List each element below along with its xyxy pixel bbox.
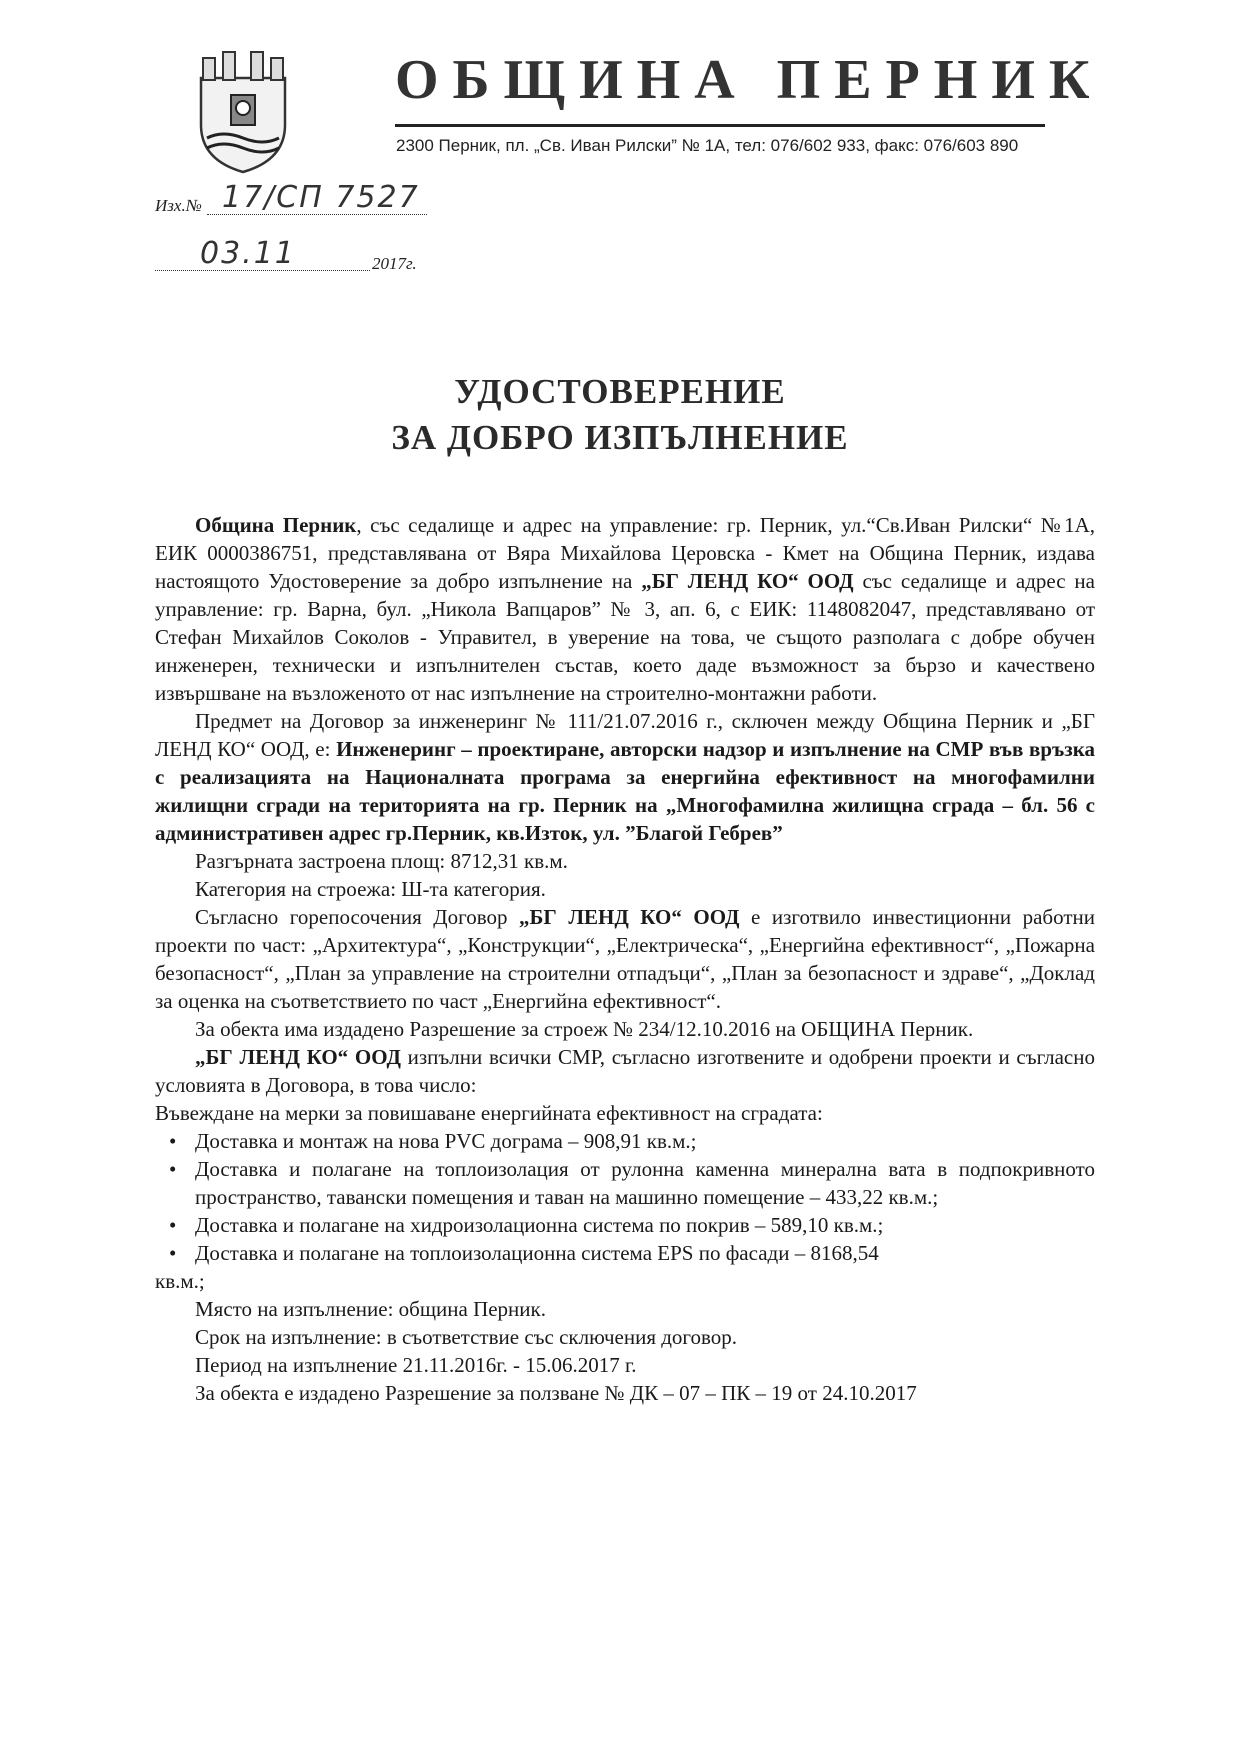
bullet-icon: • [169,1157,177,1181]
list-item-text: Доставка и монтаж на нова PVC дограма – 908,91 кв.м.; [195,1129,697,1153]
reference-date-handwritten: 03.11 [200,236,296,271]
organization-title: ОБЩИНА ПЕРНИК [395,49,1104,111]
header-divider [395,124,1045,127]
reference-number-handwritten: 17/СП 7527 [222,180,420,215]
paragraph-period: Период на изпълнение 21.11.2016г. - 15.06.2017 г. [195,1353,637,1377]
paragraph-certifier [155,511,1095,707]
paragraph-measures: Въвеждане на мерки за повишаване енергийната ефективност на сградата: [155,1101,823,1125]
paragraph-text: е изготвило инвестиционни работни проекти по част: „Архитектура“, „Конструкции“, „Електрическа“, „Енергийна ефективност“, „Пожарна безопасност“, „План за управление на строителни отпадъци“, „План за безопасност и здраве“, „Доклад за оценка на съответствието по част „Енергийна ефективност“. [155,905,1095,1013]
company-name: „БГ ЛЕНД КО“ ООД [641,569,854,593]
paragraph-category: Категория на строежа: Ш-та категория. [195,877,546,901]
company-name: „БГ ЛЕНД КО“ ООД [195,1045,401,1069]
paragraph-term: Срок на изпълнение: в съответствие със сключения договор. [195,1325,738,1349]
list-item [155,1127,1095,1155]
organization-address: 2300 Перник, пл. „Св. Иван Рилски” № 1А, тел: 076/602 933, факс: 076/603 890 [396,136,1019,155]
paragraph-text: Предмет на Договор за инженеринг № 111/21.07.2016 г., сключен между Община Перник и „БГ ЛЕНД КО“ ООД, е: [155,709,1095,761]
paragraph-building-permit: За обекта има издадено Разрешение за строеж № 234/12.10.2016 на ОБЩИНА Перник. [195,1017,974,1041]
paragraph-contract-subject [155,707,1095,847]
paragraph-text: , със седалище и адрес на управление: гр. Перник, ул.“Св.Иван Рилски“ №1А, ЕИК 0000386751, представлявана от Вяра Михайлова Церовска - Кмет на Община Перник, издава настоящото Удостоверение за добро изпълнение на [155,513,1095,593]
document-body [155,511,1095,1407]
bullet-icon: • [169,1129,177,1153]
list-item [155,1239,1095,1267]
municipal-crest [193,50,293,175]
list-item-text: Доставка и полагане на хидроизолационна система по покрив – 589,10 кв.м.; [195,1213,884,1237]
document-title-line1: УДОСТОВЕРЕНИЕ [454,372,786,411]
company-name: „БГ ЛЕНД КО“ ООД [519,905,740,929]
paragraph-projects [155,903,1095,1015]
bullet-icon: • [169,1213,177,1237]
list-item-text: Доставка и полагане на топлоизолация от рулонна каменна минерална вата в подпокривното пространство, тавански помещения и таван на машинно помещение – 433,22 кв.м.; [195,1157,1095,1209]
paragraph-text: Съгласно горепосочения Договор [195,905,520,929]
list-item [155,1211,1095,1239]
list-item [155,1155,1095,1211]
bullet-icon: • [169,1241,177,1265]
paragraph-built-area: Разгърната застроена площ: 8712,31 кв.м. [195,849,568,873]
paragraph-place: Място на изпълнение: община Перник. [195,1297,546,1321]
list-item-tail: кв.м.; [155,1269,205,1293]
measures-list [155,1127,1095,1267]
municipality-name: Община Перник [195,513,357,537]
contract-subject: Инженеринг – проектиране, авторски надзор и изпълнение на СМР във връзка с реализацията на Националната програма за енергийна ефективност на многофамилни жилищни сгради на територията на гр. Перник на „Многофамилна жилищна сграда – бл. 56 с административен адрес гр.Перник, кв.Изток, ул. ”Благой Гебрев” [155,737,1095,845]
paragraph-works-done [155,1043,1095,1099]
document-title-line2: ЗА ДОБРО ИЗПЪЛНЕНИЕ [391,418,849,457]
paragraph-use-permit: За обекта е издадено Разрешение за ползване № ДК – 07 – ПК – 19 от 24.10.2017 [195,1381,917,1405]
paragraph-text: изпълни всички СМР, съгласно изготвените и одобрени проекти и съгласно условията в Договора, в това число: [155,1045,1095,1097]
paragraph-text: със седалище и адрес на управление: гр. Варна, бул. „Никола Вапцаров” № 3, ап. 6, с ЕИК: 1148082047, представлявано от Стефан Михайлов Соколов - Управител, в уверение на това, че същото разполага с добре обучен инженерен, технически и изпълнителен състав, което даде възможност за бързо и качествено извършване на възложеното от нас изпълнение на строително-монтажни работи. [155,569,1095,705]
reference-number-label: Изх.№ [155,196,202,215]
reference-date-year: 2017г. [372,254,417,273]
list-item-text: Доставка и полагане на топлоизолационна система EPS по фасади – 8168,54 [195,1241,879,1265]
